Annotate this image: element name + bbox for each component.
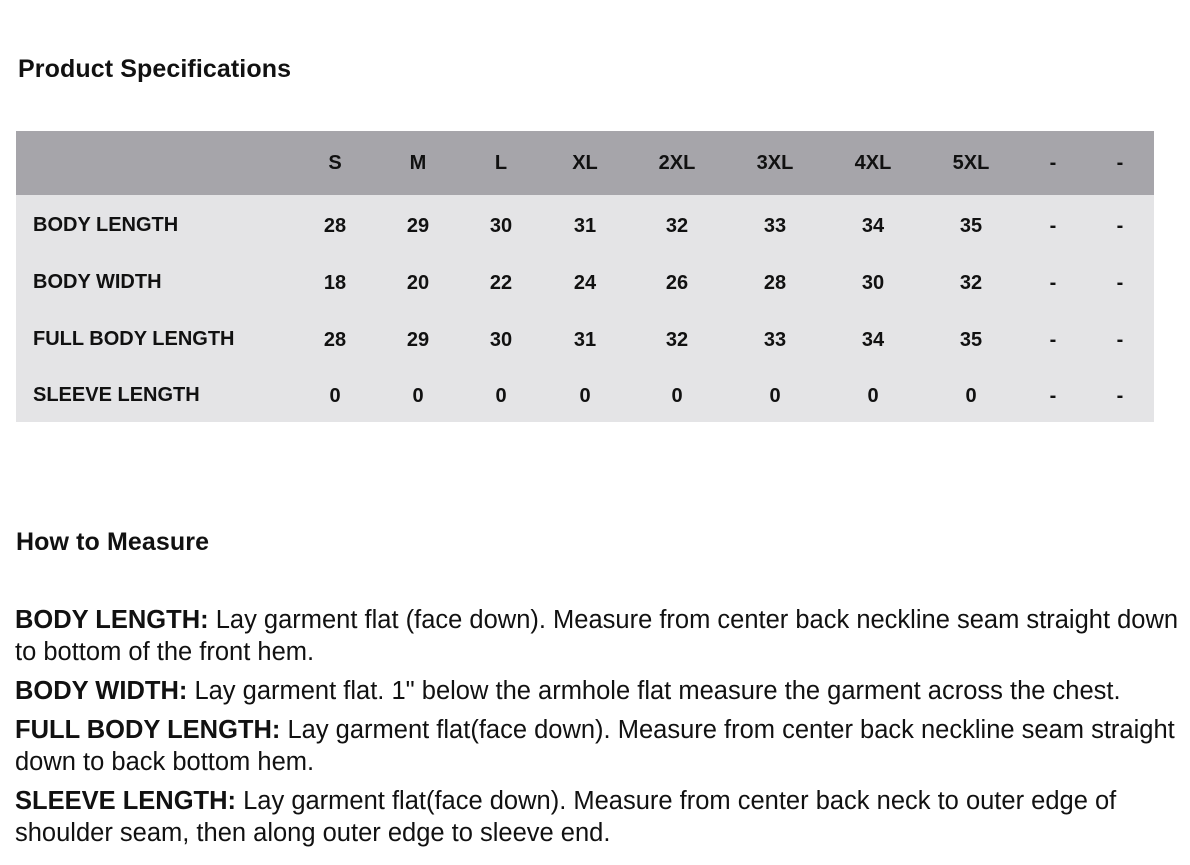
table-cell: - — [1049, 329, 1057, 351]
table-cell: 28 — [323, 215, 347, 237]
table-cell: 20 — [406, 272, 430, 294]
table-cell: 26 — [665, 272, 689, 294]
table-cell: - — [1116, 272, 1124, 294]
instruction-body-width — [15, 675, 1187, 707]
row-label-full-body-length: FULL BODY LENGTH — [33, 328, 235, 350]
table-cell: 32 — [959, 272, 983, 294]
instruction-text: Lay garment flat(face down). Measure from center back neckline seam straight down to back bottom hem. — [15, 716, 1175, 776]
table-cell: - — [1116, 329, 1124, 351]
size-header-cell: 2XL — [658, 152, 696, 174]
row-label-sleeve-length: SLEEVE LENGTH — [33, 384, 200, 406]
instruction-term: FULL BODY LENGTH: — [15, 716, 281, 744]
instruction-term: SLEEVE LENGTH: — [15, 787, 237, 815]
table-cell: 34 — [861, 215, 885, 237]
table-cell: 30 — [489, 215, 513, 237]
instruction-text: Lay garment flat. 1" below the armhole flat measure the garment across the chest. — [187, 677, 1121, 705]
instruction-term: BODY WIDTH: — [15, 677, 188, 705]
instruction-sleeve-length — [15, 785, 1187, 849]
table-cell: - — [1049, 272, 1057, 294]
table-cell: 34 — [861, 329, 885, 351]
table-cell: 22 — [489, 272, 513, 294]
instruction-full-body-length — [15, 714, 1187, 778]
table-cell: 24 — [573, 272, 597, 294]
table-cell: - — [1116, 385, 1124, 407]
row-label-body-width: BODY WIDTH — [33, 271, 162, 293]
table-cell: 0 — [579, 385, 591, 407]
instruction-body-length — [15, 604, 1187, 668]
size-header-cell: 3XL — [756, 152, 794, 174]
table-cell: 30 — [861, 272, 885, 294]
row-label-body-length: BODY LENGTH — [33, 214, 179, 236]
table-cell: 32 — [665, 329, 689, 351]
table-cell: 32 — [665, 215, 689, 237]
table-cell: 35 — [959, 329, 983, 351]
table-cell: 28 — [763, 272, 787, 294]
table-cell: 30 — [489, 329, 513, 351]
size-header-cell: 5XL — [952, 152, 990, 174]
table-cell: - — [1116, 215, 1124, 237]
size-header-row — [16, 131, 1154, 195]
size-header-cell: 4XL — [854, 152, 892, 174]
table-cell: 33 — [763, 329, 787, 351]
instruction-text: Lay garment flat(face down). Measure from center back neck to outer edge of shoulder seam, then along outer edge to sleeve end. — [15, 787, 1117, 847]
size-header-cell: - — [1116, 152, 1124, 174]
table-cell: 0 — [867, 385, 879, 407]
table-cell: 0 — [965, 385, 977, 407]
table-cell: 31 — [573, 215, 597, 237]
table-cell: 33 — [763, 215, 787, 237]
table-cell: 18 — [323, 272, 347, 294]
table-cell: 29 — [406, 329, 430, 351]
measurement-instructions — [15, 604, 1187, 856]
table-cell: - — [1049, 215, 1057, 237]
table-cell: 29 — [406, 215, 430, 237]
size-header-cell: S — [328, 152, 342, 174]
table-cell: 28 — [323, 329, 347, 351]
table-cell: 0 — [671, 385, 683, 407]
instruction-text: Lay garment flat (face down). Measure from center back neckline seam straight down to bottom of the front hem. — [15, 606, 1179, 666]
size-header-cell: XL — [572, 152, 598, 174]
size-chart-table — [16, 131, 1154, 422]
size-header-cell: M — [409, 152, 427, 174]
product-specifications-heading: Product Specifications — [18, 55, 292, 83]
instruction-term: BODY LENGTH: — [15, 606, 209, 634]
table-cell: 0 — [769, 385, 781, 407]
table-cell: 31 — [573, 329, 597, 351]
size-header-cell: L — [494, 152, 508, 174]
table-cell: 35 — [959, 215, 983, 237]
size-header-cell: - — [1049, 152, 1057, 174]
table-cell: - — [1049, 385, 1057, 407]
table-cell: 0 — [329, 385, 341, 407]
table-cell: 0 — [412, 385, 424, 407]
how-to-measure-heading: How to Measure — [16, 528, 210, 556]
table-cell: 0 — [495, 385, 507, 407]
